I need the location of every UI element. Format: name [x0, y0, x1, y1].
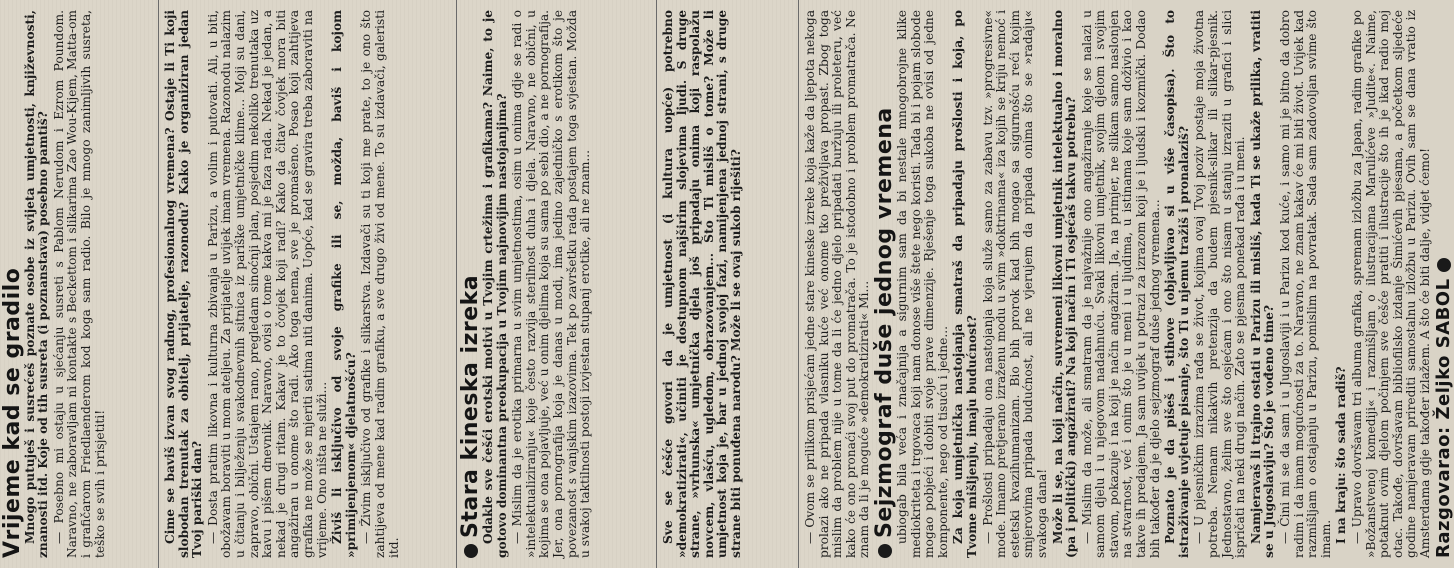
answer: ubiogab bila veća i značajnija a sigurnim sam da bi nestale mnogobrojne klike mediokriteta i trgovaca koji nam donose više štete nego koristi. Tada bi i pojam slobode mogao pobjeći i dobiti svoje prave dimenzije. Rješenje toga sukoba ne ovisi od jedne komponente, nego od tisuću i jedne... — [894, 10, 950, 558]
bullet-icon — [878, 544, 892, 558]
question: Može li se, na koji način, suvremeni likovni umjetnik intelektualno i moralno (pa i politički) angažirati? Na koji način i Ti osjećaš takvu potrebu? — [1050, 10, 1079, 558]
question: I na kraju: što sada radiš? — [1334, 366, 1349, 544]
section-header — [871, 10, 897, 558]
column-divider — [158, 0, 159, 568]
answer: — Dosta pratim likovna i kulturna zbivanja u Parizu, a volim i putovati. Ali, u biti, obožavam boraviti u mom ateljeu. Za prijatelje uvijek imam vremena. Razonodu nalazim u čitanju i bilježenju svakodnevnih sitnica iz pariške umjetničke klime... Moji su dani, zapravo, obični. Ustajem rano, pregledam sinoćnji plan, posjedim nekoliko trenutaka uz kavu i pišem dnevnik. Naravno, ovisi o tome kakva mi je faza rada. Nekad je jedan, a nekad je drugi ritam. Kakav je to čovjek koji radi? Kako da čitav čovjek mora biti angažiran u onome što radi. Ako toga nema, sve je promašeno. Posao koji zahtijeva grafika ne može se mjeriti satima niti danima. Uopće, kad se gravira treba zaboraviti na vrijeme. Ono ništa ne služi... — [205, 10, 329, 558]
answer: — Prošlosti pripadaju ona nastojanja koja služe samo za zabavu tzv. »progresivne« mode. Imamo pretjerano izraženu modu u svim »doktrinama« iza kojih se kriju nemoć i estetski kvazihumanizam. Bio bih prorok kad bih mogao sa sigurnošću reći kojim smjerovima pripada budućnost, ali ne vjerujem da pripada onima što se »radaju« svakoga dana! — [980, 10, 1049, 558]
question: Cime se baviš izvan svog radnog, profesionalnog vremena? Ostaje li Ti koji slobodan trenutak za obitelj, prijatelje, razonodu? Kako je organiziran jedan Tvoj pariški dan? — [163, 10, 205, 558]
question: Živiš li isključivo od svoje grafike ili se, možda, baviš i kojom »primijenjenom« djelatnošću? — [330, 10, 358, 558]
question: Odakle sve češći erotski motivi u Tvojim crtežima i grafikama? Naime, to je gotovo dominantna preokupacija u Tvojim najnovijim nastojanjima? — [481, 10, 509, 558]
question: Mnogo putuješ i susrećeš poznate osobe iz svijeta umjetnosti, književnosti, znanosti itd. Koje od tih susreta (i poznanstava) posebno pamtiš? — [22, 10, 51, 558]
answer: — Posebno mi ostaju u sjećanju susreti s Pablom Nerudom i Ezrom Poundom. Naravno, ne zaboravljam ni kontakte s Beckettom i slikarima Zao Wou-Kijem, Matta-om i grafičarom Friedlaenderom kod koga sam radio. Bilo je mnogo zanimljivih susreta, teško se svih i prisjetiti! — [51, 10, 107, 558]
question: Namjeravaš li trajno ostati u Parizu ili misliš, kada Ti se ukaže prilika, vratiti se u Jugoslaviju? Što je vođeno time? — [1248, 10, 1277, 558]
column-divider — [798, 0, 799, 568]
answer: — Mislim da je erotika primarna u svim umjetnostima, osim u onima gdje se radi o »intelektualiziranju« koje često razvija sterilnost duha i djela. Naravno, ne obični, u kojima se ona pojavljuje, već u onim djelima koja su sama po sebi dio, a ne pornografija. Jer, ona pornografija koja je danas u modi, ima jedino zajedničko s erotikom što je povezanost s vanjskim izazovima. Tek po završetku rada postajem toga svjestan. Možda u svakoj taktilnosti postoji izvjestan stupanj erotike, ali ne znam... — [510, 10, 593, 558]
section-header-text: Sejzmograf duše jednog vremena — [871, 107, 897, 538]
byline — [1432, 10, 1454, 558]
question: Poznato je da pišeš i stihove (objavljivao si u više časopisa). Što to istraživanje uvjetuje pisanje, što Ti u njemu tražiš i pronalaziš? — [1163, 10, 1191, 558]
section-header — [458, 10, 483, 558]
answer: — Živim isključivo od grafike i slikarstva. Izdavači su ti koji me prate, to je ono što zahtijeva od mene kad radim grafiku, a sve drugo živi od mene. To su izdavači, galeristi itd. — [359, 10, 401, 558]
section-header-text: Stara kineska izreka — [458, 274, 483, 538]
answer: — Mislim da može, ali smatram da je najvažnije ono angažiranje koje se nalazi u samom djelu i u njegovom nadahnuću. Svaki likovni umjetnik, svojim djelom i svojim stavom, pokazuje i na koji je način angažiran. Ja, na primjer, ne slikam samo naslonjen na stvarnost, već i onim što je u meni i u ljudima, u istinama koje sam doživio i kao takve ih predajem. Ja sam uvijek u potrazi za izrazom koji je i ljudski i kozmički. Dodao bih također da je djelo sejzmograf duše jednog vremena... — [1079, 10, 1162, 558]
section-header: Vrijeme kad se gradilo — [0, 267, 25, 558]
answer: — Čini mi se da sam i u Jugoslaviji i u Parizu kod kuće, i samo mi je bitno da dobro radim i da imam mogućnosti za to. Naravno, ne znam kakav će mi biti život. Uvijek kad razmišljam o ostajanju u Parizu, pomislim na povratak. Sada sam zadovoljan svime što imam. — [1278, 10, 1333, 558]
column-divider — [656, 0, 657, 568]
column-interview-q5 — [800, 0, 1454, 568]
column-interview-q4 — [658, 0, 798, 568]
answer: — U pjesničkim izrazima rađa se život, kojima ovaj Tvoj poziv postaje moja životna potreba. Nemam nikakvih pretenzija da budem pjesnik-slikar ili slikar-pjesnik. Jednostavno, želim sve što osjećam i ono što nisam u stanju izraziti u grafici i slici ispričati na neki drugi način. Zato se pjesma ponekad rađa i u meni. — [1192, 10, 1248, 558]
column-interview-q2 — [160, 0, 456, 568]
answer: — Upravo dovršavam tri albuma grafika, spremam izložbu za Japan, radim grafike po »Božanstvenoj komediji« i razmišljam o ilustracijama Marulićeve »Judite«. Naime, potaknut ovim djelom počinjem sve češće pratiti i ilustracije što ih je ikad radio moj otac. Takođe, dovršavam bibliofilsko izdanje Šimićevih pjesama, a početkom sljedeće godine namjeravam prirediti samostalnu izložbu u Parizu. Ovih sam se dana vratio iz Amsterdama gdje također izlažem. A što će biti dalje, vidjet ćemo! — [1349, 10, 1432, 558]
column-interview-q3 — [458, 0, 656, 568]
answer: — Ovom se prilikom prisjećam jedne stare kineske izreke koja kaže da ljepota nekoga prolazi ako ne pripada vlasniku kuće već onome tko preživljava propast. Zbog toga mislim da problem nije u tome da li će jedno djelo pripadati buržuju ili proleteru, već kako će ono pronaći svoj put do promatrača. To je istodobno i problem promatrača. Ne znam da li je moguće »demokratizirati« Mi... — [803, 10, 872, 558]
column-divider — [456, 0, 457, 568]
question: Za koja umjetnička nastojanja smatraš da pripadaju prošlosti i koja, po Tvome mišljenju, imaju budućnost? — [951, 10, 979, 558]
bullet-icon — [1437, 258, 1451, 272]
bullet-icon — [464, 544, 478, 558]
question: Sve se češće govori da je umjetnost (i kultura uopće) potrebno »demokratizirati«, učiniti je dostupnom najširim slojevima ljudi. S druge strane, »vrhunska« umjetnička djela još pripadaju onima koji raspolažu novcem, vlašću, ugledom, obrazovanjem... Što Ti misliš o tome? Može li umjetnost koja je, bar u jednoj svojoj fazi, namijenjena jednoj strani, s druge strane biti ponuđena narodu? Može li se ovaj sukob riješiti? — [661, 10, 743, 558]
byline-text: Razgovarao: Željko SABOL — [1432, 278, 1454, 558]
column-interview-q1 — [0, 0, 158, 568]
